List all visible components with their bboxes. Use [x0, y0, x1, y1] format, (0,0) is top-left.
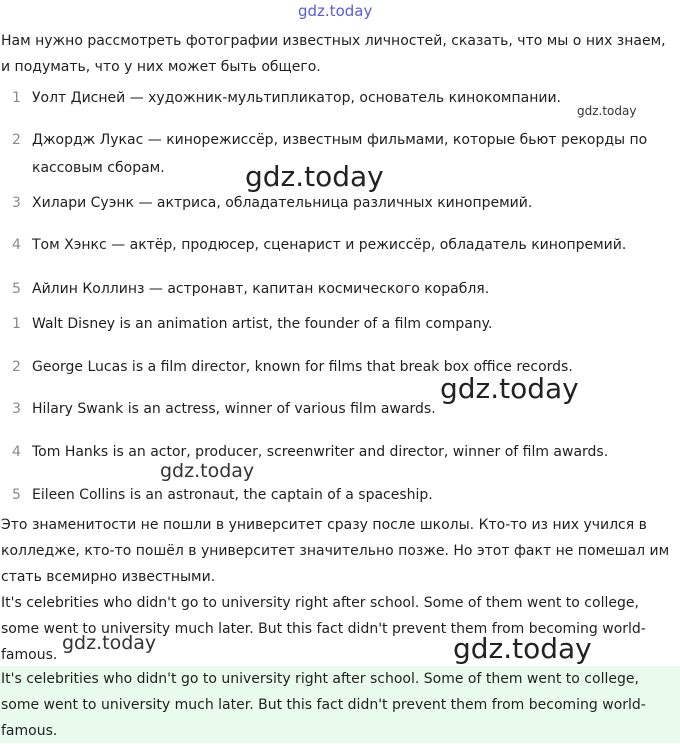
list-text: Джордж Лукас — кинорежиссёр, известным фильмами, которые бьют рекорды по кассовым сборам.: [32, 132, 648, 176]
list-text: Eileen Collins is an astronaut, the captain of a spaceship.: [32, 487, 433, 503]
watermark-top: gdz.today: [298, 2, 373, 20]
list-item: [12, 275, 672, 303]
list-text: Walt Disney is an animation artist, the founder of a film company.: [32, 316, 493, 332]
paragraph-en: It's celebrities who didn't go to university right after school. Some of them went to college, some went to university much later. But this fact didn't prevent them from becoming world-famous.: [1, 595, 646, 663]
list-text: Hilary Swank is an actress, winner of various film awards.: [32, 401, 436, 417]
list-item: [12, 353, 672, 381]
list-item: [12, 189, 672, 217]
list-number: 3: [12, 195, 21, 211]
watermark: gdz.today: [577, 104, 637, 118]
list-number: 4: [12, 444, 21, 460]
list-number: 5: [12, 487, 21, 503]
list-number: 1: [12, 90, 21, 106]
list-item: [12, 481, 672, 509]
list-number: 2: [12, 359, 21, 375]
list-text: George Lucas is a film director, known for films that break box office records.: [32, 359, 573, 375]
list-text: Уолт Дисней — художник-мультипликатор, основатель кинокомпании.: [32, 90, 561, 106]
list-text: Tom Hanks is an actor, producer, screenwriter and director, winner of film awards.: [32, 444, 609, 460]
list-number: 1: [12, 316, 21, 332]
list-number: 5: [12, 281, 21, 297]
list-item: [12, 395, 672, 423]
watermark: gdz.today: [245, 160, 384, 193]
answer-paragraph: It's celebrities who didn't go to university right after school. Some of them went to college, some went to university much later. But this fact didn't prevent them from becoming world-famous.: [1, 671, 646, 739]
list-text: Айлин Коллинз — астронавт, капитан космического корабля.: [32, 281, 490, 297]
list-item: [12, 84, 672, 112]
list-number: 4: [12, 237, 21, 253]
watermark: gdz.today: [453, 632, 592, 665]
watermark: gdz.today: [440, 372, 579, 405]
list-text: Хилари Суэнк — актриса, обладательница различных кинопремий.: [32, 195, 533, 211]
list-item: [12, 126, 672, 182]
watermark: gdz.today: [62, 632, 157, 654]
list-text: Том Хэнкс — актёр, продюсер, сценарист и режиссёр, обладатель кинопремий.: [32, 237, 627, 253]
list-number: 3: [12, 401, 21, 417]
intro-paragraph: Нам нужно рассмотреть фотографии известных личностей, сказать, что мы о них знаем, и подумать, что у них может быть общего.: [1, 33, 666, 75]
list-item: [12, 310, 672, 338]
list-item: [12, 438, 672, 466]
list-number: 2: [12, 132, 21, 148]
paragraph-ru: Это знаменитости не пошли в университет сразу после школы. Кто-то из них учился в колледже, кто-то пошёл в университет значительно позже. Но этот факт не помешал им стать всемирно известными.: [1, 517, 670, 585]
watermark: gdz.today: [160, 460, 255, 482]
list-item: [12, 231, 672, 259]
